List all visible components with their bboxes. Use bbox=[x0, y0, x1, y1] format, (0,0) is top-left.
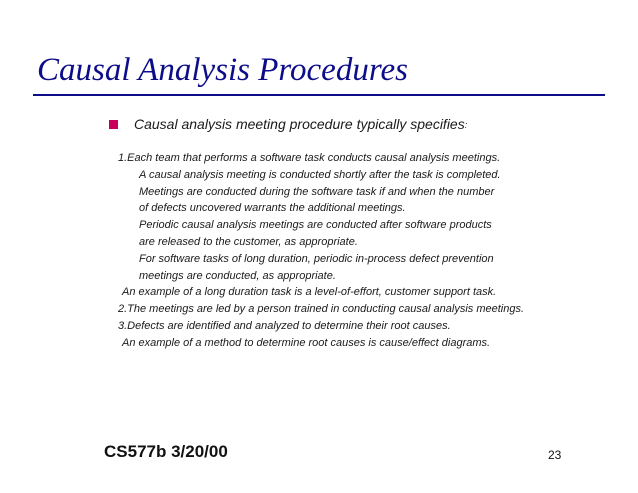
main-bullet-label: Causal analysis meeting procedure typically specifies bbox=[134, 116, 465, 132]
square-bullet-icon bbox=[109, 120, 118, 129]
main-bullet-text bbox=[134, 116, 467, 132]
list-item: 1.Each team that performs a software task conducts causal analysis meetings. bbox=[118, 152, 501, 164]
list-item: of defects uncovered warrants the additional meetings. bbox=[139, 202, 406, 214]
list-item: A causal analysis meeting is conducted shortly after the task is completed. bbox=[139, 169, 501, 181]
slide-title: Causal Analysis Procedures bbox=[37, 52, 408, 88]
list-item: Meetings are conducted during the software task if and when the number bbox=[139, 186, 495, 198]
title-underline bbox=[33, 94, 605, 96]
list-item: An example of a long duration task is a level-of-effort, customer support task. bbox=[122, 286, 497, 298]
list-item: An example of a method to determine root causes is cause/effect diagrams. bbox=[122, 337, 491, 349]
main-bullet bbox=[109, 116, 467, 132]
main-bullet-colon: : bbox=[464, 120, 468, 130]
list-item: are released to the customer, as appropriate. bbox=[139, 236, 358, 248]
page-number: 23 bbox=[548, 448, 562, 462]
footer-course-date: CS577b 3/20/00 bbox=[104, 442, 228, 461]
list-item: Periodic causal analysis meetings are conducted after software products bbox=[139, 219, 492, 231]
list-item: 2.The meetings are led by a person trained in conducting causal analysis meetings. bbox=[118, 303, 525, 315]
list-item: meetings are conducted, as appropriate. bbox=[139, 270, 336, 282]
list-item: For software tasks of long duration, periodic in-process defect prevention bbox=[139, 253, 494, 265]
list-item: 3.Defects are identified and analyzed to determine their root causes. bbox=[118, 320, 451, 332]
